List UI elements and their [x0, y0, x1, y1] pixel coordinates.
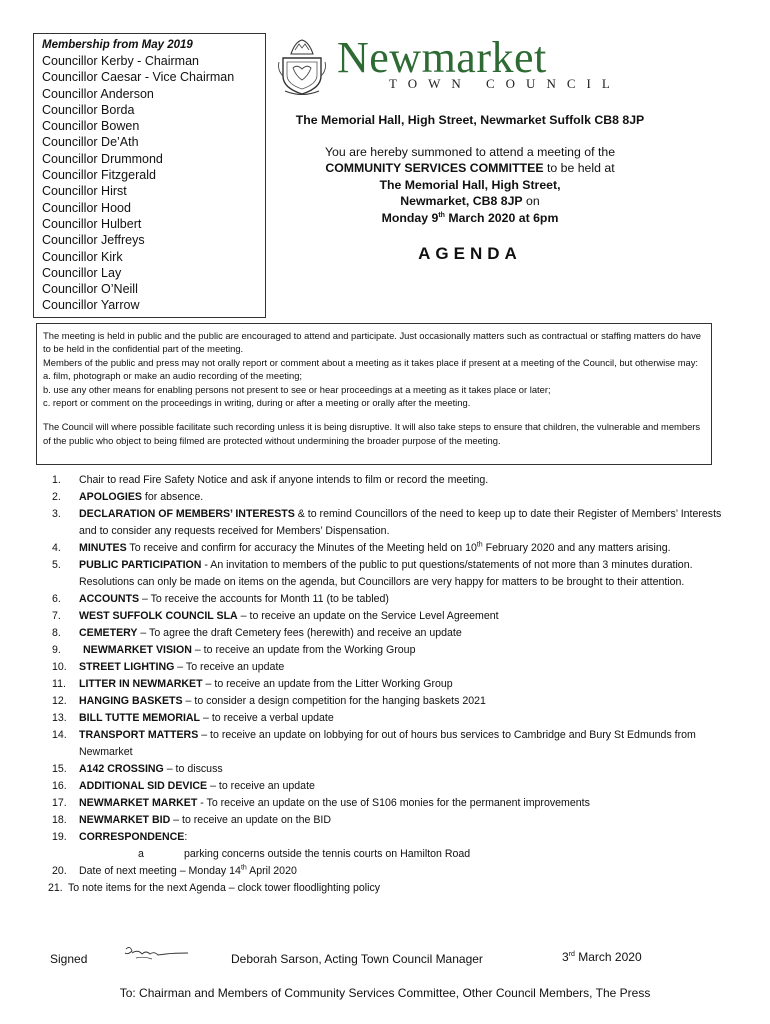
member-item: Councillor Lay — [42, 265, 122, 280]
item-number: 18. — [52, 814, 67, 826]
item-text: - To receive an update on the use of S106 monies for the permanent improvements — [197, 797, 590, 809]
signature-date-pre: 3 — [562, 950, 569, 964]
item-text: – to receive a verbal update — [200, 712, 334, 724]
agenda-item — [52, 727, 732, 761]
agenda-item — [52, 540, 732, 557]
signature-date — [562, 950, 642, 964]
agenda-item — [52, 710, 732, 727]
item-heading: NEWMARKET BID — [79, 814, 171, 826]
agenda-item — [52, 642, 732, 659]
item-sup: th — [476, 541, 483, 549]
item-heading: ADDITIONAL SID DEVICE — [79, 780, 208, 792]
member-item: Councillor Kirk — [42, 249, 123, 264]
membership-heading: Membership from May 2019 — [42, 39, 193, 51]
signature-row — [50, 945, 730, 965]
summons-line1: You are hereby summoned to attend a meeting of the — [324, 145, 616, 159]
agenda-item — [52, 761, 732, 778]
item-text: – to consider a design competition for the hanging baskets 2021 — [182, 695, 486, 707]
item-heading: A142 CROSSING — [79, 763, 164, 775]
agenda-item — [52, 506, 732, 540]
agenda-item — [52, 489, 732, 506]
agenda-item — [52, 659, 732, 676]
item-number: 3. — [52, 508, 61, 520]
item-text: : — [184, 831, 188, 843]
council-logo — [277, 33, 697, 98]
council-subtitle: TOWN COUNCIL — [389, 76, 621, 91]
item-number: 11. — [52, 678, 66, 690]
meeting-date-pre: Monday 9 — [381, 210, 439, 225]
handwritten-signature-icon — [122, 945, 192, 963]
item-number: 17. — [52, 797, 67, 809]
member-item: Councillor Hulbert — [42, 216, 142, 231]
subitem-letter: a — [138, 848, 144, 860]
item-heading: NEWMARKET VISION — [83, 644, 192, 656]
member-item: Councillor Anderson — [42, 86, 154, 101]
item-number: 21. — [48, 882, 63, 894]
item-number: 13. — [52, 712, 67, 724]
agenda-item — [52, 778, 732, 795]
council-name: Newmarket — [337, 33, 547, 82]
summons-line2 — [270, 160, 670, 176]
membership-box — [33, 33, 266, 318]
agenda-item — [52, 693, 732, 710]
item-heading: DECLARATION OF MEMBERS’ INTERESTS — [79, 508, 295, 520]
item-text: – to receive an update on the BID — [170, 814, 331, 826]
signatory-name: Deborah Sarson, Acting Town Council Manager — [231, 952, 483, 966]
signature-date-post: March 2020 — [574, 950, 642, 964]
membership-list — [42, 53, 265, 314]
agenda-item — [52, 812, 732, 829]
notice-paragraph: The meeting is held in public and the public are encouraged to attend and participate. Just occasionally matters such as contractual or staffing matters do have to be held in the confidential part of the meeting. — [43, 330, 702, 355]
item-heading: PUBLIC PARTICIPATION — [79, 559, 202, 571]
signed-label: Signed — [50, 952, 88, 966]
item-number: 12. — [52, 695, 67, 707]
item-heading: ACCOUNTS — [79, 593, 140, 605]
venue-line2 — [270, 193, 670, 209]
item-text: – to discuss — [163, 763, 223, 775]
member-item: Councillor Hirst — [42, 184, 127, 199]
item-number: 1. — [52, 474, 61, 486]
item-text: – to receive an update on lobbying for out of hours bus services to Cambridge and Bury St Edmunds from Newmarket — [79, 729, 696, 758]
summons-block — [270, 144, 670, 226]
agenda-item — [52, 608, 732, 625]
venue-town: Newmarket, CB8 8JP — [400, 194, 523, 209]
item-text: – to receive an update — [207, 780, 315, 792]
item-number: 10. — [52, 661, 67, 673]
item-text: – to receive an update from the Working Group — [191, 644, 416, 656]
council-crest-icon — [277, 36, 327, 96]
item-heading: CORRESPONDENCE — [79, 831, 185, 843]
item-number: 14. — [52, 729, 67, 741]
member-item: Councillor Kerby - Chairman — [42, 54, 200, 68]
meeting-date — [270, 210, 670, 226]
item-heading: STREET LIGHTING — [79, 661, 175, 673]
agenda-subitem — [52, 846, 732, 863]
item-heading: CEMETERY — [79, 627, 138, 639]
item-text: – To agree the draft Cemetery fees (herewith) and receive an update — [137, 627, 462, 639]
item-text: – To receive the accounts for Month 11 (to be tabled) — [139, 593, 389, 605]
agenda-item — [52, 472, 732, 489]
member-item: Councillor Borda — [42, 102, 135, 117]
item-number: 8. — [52, 627, 61, 639]
item-text: Chair to read Fire Safety Notice and ask if anyone intends to film or record the meeting. — [79, 474, 489, 486]
agenda-item — [52, 863, 732, 880]
venue-line1: The Memorial Hall, High Street, — [379, 177, 561, 192]
item-heading: TRANSPORT MATTERS — [79, 729, 199, 741]
item-number: 6. — [52, 593, 61, 605]
item-text: – to receive an update on the Service Level Agreement — [237, 610, 499, 622]
agenda-item — [48, 880, 732, 897]
agenda-item — [52, 795, 732, 812]
agenda-item — [52, 625, 732, 642]
item-heading: BILL TUTTE MEMORIAL — [79, 712, 201, 724]
member-item: Councillor Hood — [42, 200, 131, 215]
agenda-item — [52, 676, 732, 693]
item-text: & to remind Councillors of the need to keep up to date their Register of Members’ Interests and to consider any requests received for Members’ Dispensation. — [79, 508, 722, 537]
agenda-item — [52, 829, 732, 846]
item-number: 15. — [52, 763, 67, 775]
item-text: – To receive an update — [174, 661, 285, 673]
item-text: for absence. — [141, 491, 204, 503]
item-heading: MINUTES — [79, 542, 127, 554]
item-heading: APOLOGIES — [79, 491, 142, 503]
item-heading: LITTER IN NEWMARKET — [79, 678, 203, 690]
agenda-list — [48, 472, 732, 897]
item-sup: th — [240, 864, 247, 872]
member-item: Councillor Drummond — [42, 151, 163, 166]
notice-paragraph: The Council will where possible facilitate such recording unless it is being disruptive. It will also take steps to ensure that children, the vulnerable and members of the public who object to being filmed are protected without undermining the broader purpose of the meeting. — [43, 421, 701, 446]
item-text: April 2020 — [246, 865, 297, 877]
member-item: Councillor Jeffreys — [42, 233, 145, 248]
member-item: Councillor Bowen — [42, 119, 140, 134]
agenda-title: AGENDA — [418, 244, 522, 263]
item-text: To note items for the next Agenda – clock tower floodlighting policy — [68, 882, 381, 894]
item-number: 20. — [52, 865, 67, 877]
member-item: Councillor Caesar - Vice Chairman — [42, 70, 235, 85]
member-item: Councillor Fitzgerald — [42, 168, 156, 183]
meeting-date-sup: th — [438, 211, 445, 219]
agenda-item — [52, 557, 732, 591]
member-item: Councillor De’Ath — [42, 135, 139, 150]
item-heading: HANGING BASKETS — [79, 695, 183, 707]
item-text: – to receive an update from the Litter Working Group — [202, 678, 453, 690]
notice-item: b. use any other means for enabling persons not present to see or hear proceedings at a meeting as it takes place or later; — [43, 383, 551, 395]
item-number: 7. — [52, 610, 61, 622]
item-heading: NEWMARKET MARKET — [79, 797, 198, 809]
distribution-line: To: Chairman and Members of Community Services Committee, Other Council Members, The Press — [119, 986, 651, 1000]
summons-held-at: to be held at — [543, 161, 615, 176]
public-notice-box — [36, 323, 712, 465]
notice-item: a. film, photograph or make an audio recording of the meeting; — [43, 370, 303, 382]
item-text: To receive and confirm for accuracy the Minutes of the Meeting held on 10 — [126, 542, 477, 554]
item-number: 4. — [52, 542, 61, 554]
summons-on: on — [522, 194, 540, 209]
item-number: 5. — [52, 559, 61, 571]
item-number: 19. — [52, 831, 67, 843]
meeting-date-post: March 2020 at 6pm — [444, 210, 559, 225]
item-number: 16. — [52, 780, 67, 792]
notice-item: c. report or comment on the proceedings in writing, during or after a meeting or orally after the meeting. — [43, 397, 471, 409]
notice-paragraph: Members of the public and press may not orally report or comment about a meeting as it takes place if present at a meeting of the Council, but otherwise may: — [43, 356, 699, 368]
item-text: parking concerns outside the tennis courts on Hamilton Road — [184, 848, 471, 860]
item-number: 2. — [52, 491, 61, 503]
item-text: Date of next meeting – Monday 14 — [79, 865, 241, 877]
item-text: - An invitation to members of the public to put questions/statements of not more than 3 minutes duration. Resolutions can only be made on items on the agenda, but Councillors are very happy for matters to be brought to their attention. — [79, 559, 693, 588]
member-item: Councillor Yarrow — [42, 298, 140, 313]
agenda-item — [52, 591, 732, 608]
item-text: February 2020 and any matters arising. — [482, 542, 671, 554]
meeting-address: The Memorial Hall, High Street, Newmarket Suffolk CB8 8JP — [295, 113, 645, 127]
item-heading: WEST SUFFOLK COUNCIL SLA — [79, 610, 238, 622]
item-number: 9. — [52, 644, 61, 656]
committee-name: COMMUNITY SERVICES COMMITTEE — [325, 161, 544, 176]
signature-date-sup: rd — [568, 951, 575, 958]
member-item: Councillor O’Neill — [42, 282, 138, 297]
